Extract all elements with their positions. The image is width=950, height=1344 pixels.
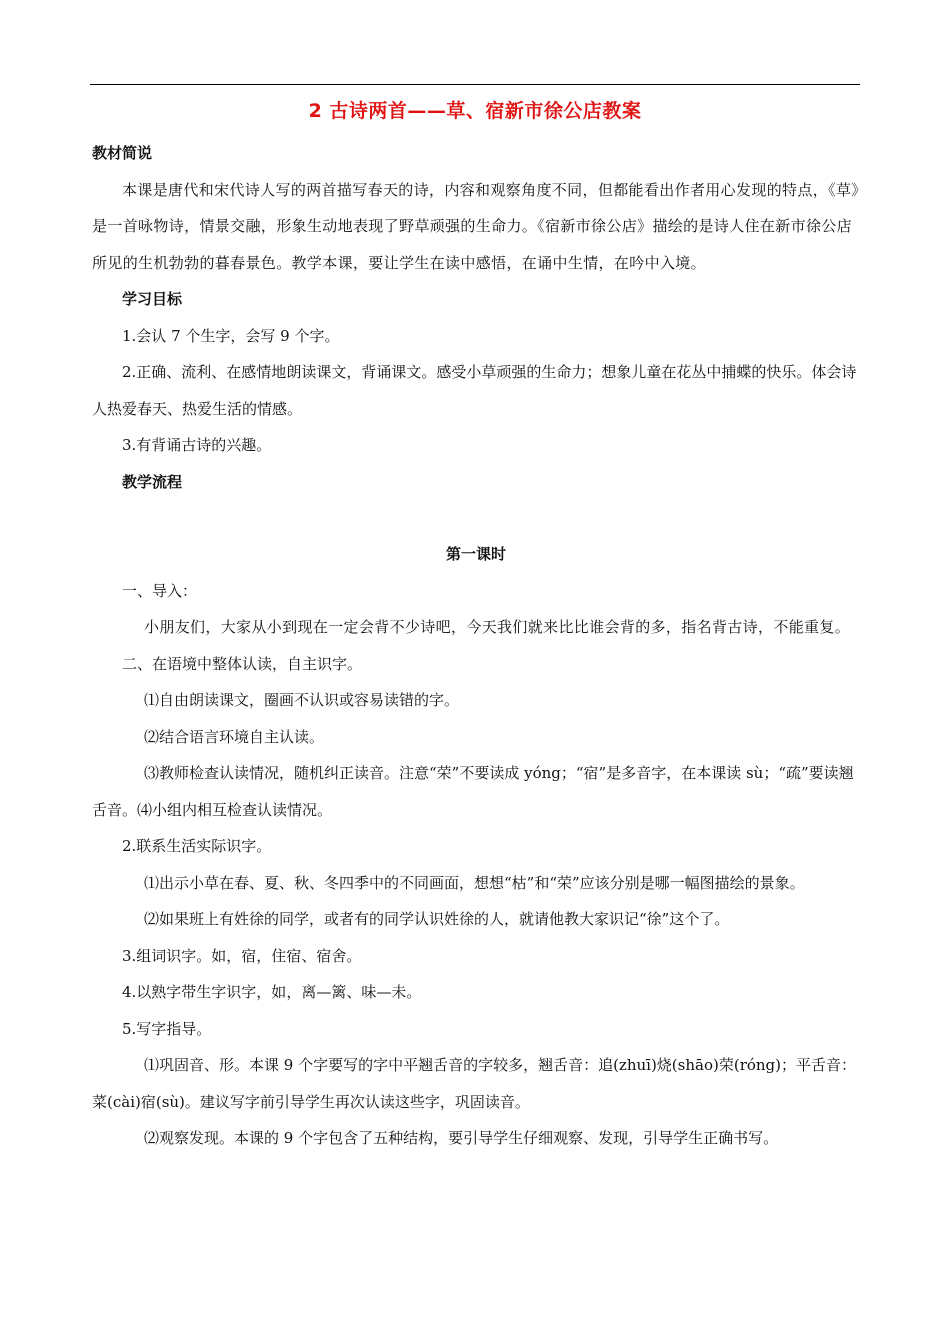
goal-item: 2.正确、流利、在感情地朗读课文，背诵课文。感受小草顽强的生命力；想象儿童在花丛中捕蝶的快乐。体会诗人热爱春天、热爱生活的情感。 [92,363,857,418]
header-rule [90,84,860,85]
point4: 4.以熟字带生字识字，如，离—篱、味—未。 [122,983,422,1001]
intro-heading: 一、导入： [122,581,198,600]
document-body [92,135,860,1157]
section-heading-goals: 学习目标 [122,290,183,308]
goal-item: 3.有背诵古诗的兴趣。 [122,436,272,454]
section-heading-flow: 教学流程 [122,472,183,491]
intro-paragraph: 本课是唐代和宋代诗人写的两首描写春天的诗，内容和观察角度不同，但都能看出作者用心发现的特点，《草》是一首咏物诗，情景交融，形象生动地表现了野草顽强的生命力。《宿新市徐公店》描绘的是诗人住在新市徐公店所见的生机勃勃的暮春景色。教学本课，要让学生在读中感悟，在诵中生情，在吟中入境。 [92,180,860,272]
intro-body: 小朋友们，大家从小到现在一定会背不少诗吧，今天我们就来比比谁会背的多，指名背古诗，不能重复。 [144,618,851,636]
part2-heading: 二、在语境中整体认读，自主识字。 [122,654,363,673]
section-heading-intro: 教材简说 [92,144,153,162]
part2-item: ⑶教师检查认读情况，随机纠正读音。注意“荣”不要读成 yóng；“宿”是多音字，在本课读 sù；“疏”要读翘舌音。⑷小组内相互检查认读情况。 [92,764,854,819]
part2-item: ⑵结合语言环境自主认读。 [144,727,325,746]
point5-item: ⑴巩固音、形。本课 9 个字要写的字中平翘舌音的字较多，翘舌音：追(zhuī)烧(shāo)荣(róng)；平舌音：菜(cài)宿(sù)。建议写字前引导学生再次认读这些字，巩固读音。 [92,1056,857,1111]
point3: 3.组词识字。如，宿，住宿、宿舍。 [122,946,362,965]
document-title: 2 古诗两首——草、宿新市徐公店教案 [308,100,642,122]
point5-heading: 5.写字指导。 [122,1019,212,1038]
point2-item: ⑵如果班上有姓徐的同学，或者有的同学认识姓徐的人，就请他教大家识记“徐”这个了。 [144,910,730,928]
point2-heading: 2.联系生活实际识字。 [122,837,272,855]
point5-item: ⑵观察发现。本课的 9 个字包含了五种结构，要引导学生仔细观察、发现，引导学生正确书写。 [144,1129,779,1147]
goal-item: 1.会认 7 个生字，会写 9 个字。 [122,326,340,345]
point2-item: ⑴出示小草在春、夏、秋、冬四季中的不同画面，想想“枯”和“荣”应该分别是哪一幅图描绘的景象。 [144,873,805,892]
lesson-heading: 第一课时 [445,545,506,563]
part2-item: ⑴自由朗读课文，圈画不认识或容易读错的字。 [144,691,460,709]
